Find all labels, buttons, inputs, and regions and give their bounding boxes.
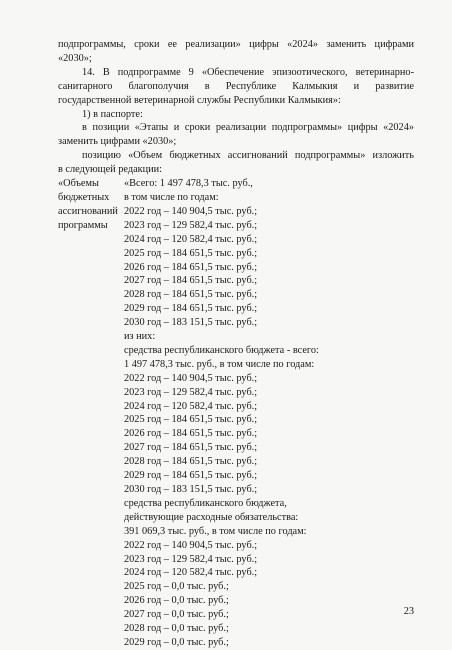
- table-right-line: 2025 год – 184 651,5 тыс. руб.;: [124, 414, 258, 426]
- table-right-line: 2025 год – 184 651,5 тыс. руб.;: [124, 247, 258, 259]
- paragraph-line: государственной ветеринарной службы Республики Калмыкия»:: [58, 94, 341, 106]
- table-left-column: [58, 177, 124, 650]
- table-right-line: 2022 год – 140 904,5 тыс. руб.;: [124, 539, 258, 551]
- table-right-line: 1 497 478,3 тыс. руб., в том числе по годам:: [124, 358, 315, 370]
- table-left-label: «Объемы: [58, 178, 99, 190]
- table-right-line: 2027 год – 184 651,5 тыс. руб.;: [124, 442, 258, 454]
- paragraph-line: заменить цифрами «2030»;: [58, 136, 177, 148]
- paragraph-line: санитарного благополучия в Республике Калмыкия и развитие: [58, 80, 414, 92]
- paragraph-line: 1) в паспорте:: [82, 108, 143, 120]
- table-right-line: действующие расходные обязательства:: [124, 511, 299, 523]
- table-right-line: 2029 год – 0,0 тыс. руб.;: [124, 636, 229, 648]
- table-right-line: средства республиканского бюджета - всего:: [124, 344, 319, 356]
- budget-table: [58, 177, 414, 650]
- table-right-line: в том числе по годам:: [124, 191, 219, 203]
- table-right-line: 2027 год – 0,0 тыс. руб.;: [124, 609, 229, 621]
- table-right-line: 2023 год – 129 582,4 тыс. руб.;: [124, 386, 258, 398]
- table-left-label: бюджетных: [58, 191, 110, 203]
- page-number: 23: [403, 606, 414, 617]
- intro-paragraphs: [58, 38, 414, 177]
- table-right-column: [124, 177, 414, 650]
- table-right-line: 2024 год – 120 582,4 тыс. руб.;: [124, 400, 258, 412]
- table-right-line: 2028 год – 0,0 тыс. руб.;: [124, 623, 229, 635]
- table-right-line: «Всего: 1 497 478,3 тыс. руб.,: [124, 178, 253, 190]
- table-right-line: 2028 год – 184 651,5 тыс. руб.;: [124, 289, 258, 301]
- table-right-line: 2029 год – 184 651,5 тыс. руб.;: [124, 470, 258, 482]
- table-right-line: 2027 год – 184 651,5 тыс. руб.;: [124, 275, 258, 287]
- paragraph-line: «2030»;: [58, 52, 92, 64]
- table-right-line: средства республиканского бюджета,: [124, 497, 287, 509]
- table-right-line: 2024 год – 120 582,4 тыс. руб.;: [124, 233, 258, 245]
- paragraph-line: 14. В подпрограмме 9 «Обеспечение эпизоотического, ветеринарно-: [82, 66, 414, 78]
- table-right-line: 2029 год – 184 651,5 тыс. руб.;: [124, 303, 258, 315]
- table-left-label: программы: [58, 219, 108, 231]
- table-right-line: 2023 год – 129 582,4 тыс. руб.;: [124, 219, 258, 231]
- paragraph-line: подпрограммы, сроки ее реализации» цифры «2024» заменить цифрами: [58, 39, 414, 50]
- table-right-line: 2022 год – 140 904,5 тыс. руб.;: [124, 205, 258, 217]
- table-right-line: 2022 год – 140 904,5 тыс. руб.;: [124, 372, 258, 384]
- table-right-line: 2025 год – 0,0 тыс. руб.;: [124, 581, 229, 593]
- paragraph-line: в следующей редакции:: [58, 164, 163, 176]
- paragraph-line: позицию «Объем бюджетных ассигнований подпрограммы» изложить: [82, 150, 414, 162]
- table-right-line: 2026 год – 184 651,5 тыс. руб.;: [124, 428, 258, 440]
- table-left-label: ассигнований: [58, 205, 118, 217]
- table-right-line: 2026 год – 184 651,5 тыс. руб.;: [124, 261, 258, 273]
- table-right-line: из них:: [124, 331, 156, 343]
- table-right-line: 2028 год – 184 651,5 тыс. руб.;: [124, 456, 258, 468]
- table-right-line: 2026 год – 0,0 тыс. руб.;: [124, 595, 229, 607]
- paragraph-line: в позиции «Этапы и сроки реализации подпрограммы» цифры «2024»: [82, 122, 414, 134]
- table-right-line: 2030 год – 183 151,5 тыс. руб.;: [124, 317, 258, 329]
- table-right-line: 2024 год – 120 582,4 тыс. руб.;: [124, 567, 258, 579]
- table-right-line: 391 069,3 тыс. руб., в том числе по годам:: [124, 525, 307, 537]
- table-right-line: 2023 год – 129 582,4 тыс. руб.;: [124, 553, 258, 565]
- document-body: [58, 38, 414, 650]
- table-right-line: 2030 год – 183 151,5 тыс. руб.;: [124, 484, 258, 495]
